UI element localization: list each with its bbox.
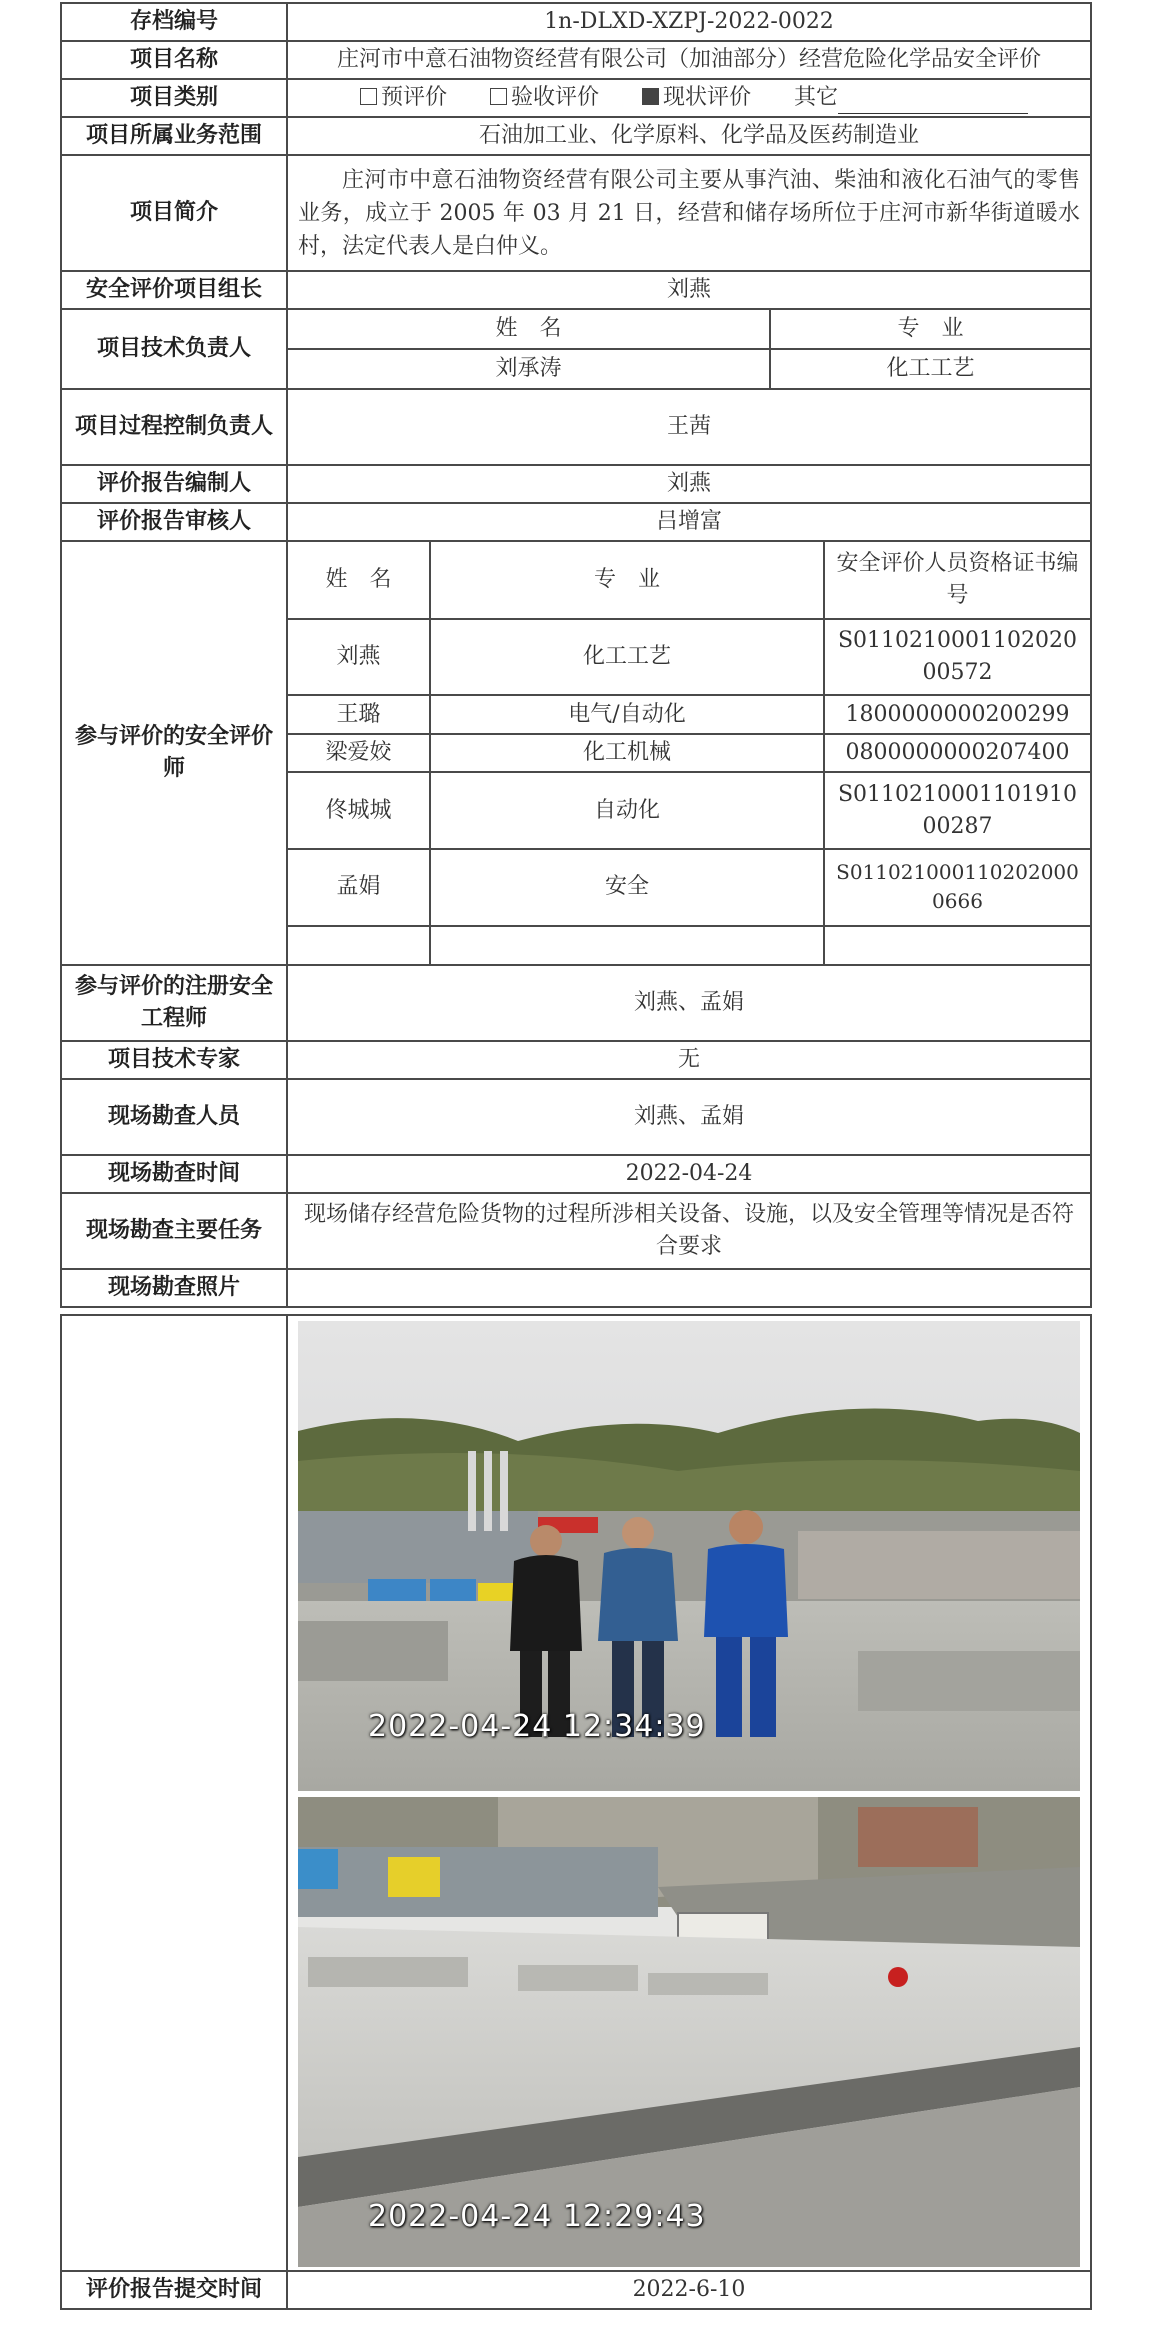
checkbox-status-evaluation[interactable] xyxy=(642,88,659,105)
project-name-label: 项目名称 xyxy=(61,41,287,79)
process-control-label: 项目过程控制负责人 xyxy=(61,389,287,465)
report-author-label: 评价报告编制人 xyxy=(61,465,287,503)
evaluator-name: 王璐 xyxy=(288,695,430,733)
tech-lead-subtable xyxy=(288,310,1090,388)
option-other: 其它 xyxy=(794,85,1028,110)
row-tech-lead xyxy=(61,309,1091,389)
evaluator-cert: S011021000110191000287 xyxy=(824,772,1090,849)
document-page xyxy=(60,2,1090,2310)
row-business-scope xyxy=(61,117,1091,155)
project-intro-label: 项目简介 xyxy=(61,155,287,271)
site-photos-cell xyxy=(287,1315,1091,2271)
option-acceptance-evaluation[interactable]: 验收评价 xyxy=(490,85,599,110)
project-type-options xyxy=(287,79,1091,117)
tech-expert-value: 无 xyxy=(287,1041,1091,1079)
row-project-name xyxy=(61,41,1091,79)
evaluator-cert: S011021000110202000572 xyxy=(824,619,1090,696)
tech-lead-name: 刘承涛 xyxy=(288,349,770,388)
checkbox-acceptance-evaluation[interactable] xyxy=(490,88,507,105)
tech-lead-subtable-cell xyxy=(287,309,1091,389)
row-site-time xyxy=(61,1155,1091,1193)
evaluators-major-header: 专 业 xyxy=(430,542,824,619)
row-tech-expert xyxy=(61,1041,1091,1079)
table-row xyxy=(288,695,1090,733)
evaluator-cert: 0800000000207400 xyxy=(824,734,1090,772)
evaluators-cert-header: 安全评价人员资格证书编号 xyxy=(824,542,1090,619)
team-leader-label: 安全评价项目组长 xyxy=(61,271,287,309)
report-author-value: 刘燕 xyxy=(287,465,1091,503)
site-time-label: 现场勘查时间 xyxy=(61,1155,287,1193)
tech-lead-label: 项目技术负责人 xyxy=(61,309,287,389)
row-report-author xyxy=(61,465,1091,503)
photo2-timestamp: 2022-04-24 12:29:43 xyxy=(368,2199,706,2234)
checkbox-pre-evaluation[interactable] xyxy=(360,88,377,105)
table-row-empty xyxy=(288,926,1090,964)
site-photo-people xyxy=(298,1321,1080,1791)
site-task-value: 现场储存经营危险货物的过程所涉相关设备、设施，以及安全管理等情况是否符合要求 xyxy=(287,1193,1091,1269)
project-name-value: 庄河市中意石油物资经营有限公司（加油部分）经营危险化学品安全评价 xyxy=(287,41,1091,79)
evaluators-label: 参与评价的安全评价师 xyxy=(61,541,287,965)
evaluators-name-header: 姓 名 xyxy=(288,542,430,619)
tech-lead-major: 化工工艺 xyxy=(770,349,1090,388)
project-intro-text: 庄河市中意石油物资经营有限公司主要从事汽油、柴油和液化石油气的零售业务，成立于 2005 年 03 月 21 日，经营和储存场所位于庄河市新华街道暖水村，法定代表人是白仲义。 xyxy=(298,167,1080,259)
evaluator-major: 电气/自动化 xyxy=(430,695,824,733)
evaluator-cert: 1800000000200299 xyxy=(824,695,1090,733)
row-archive-number xyxy=(61,3,1091,41)
row-site-staff xyxy=(61,1079,1091,1155)
submit-time-value: 2022-6-10 xyxy=(287,2271,1091,2309)
tech-expert-label: 项目技术专家 xyxy=(61,1041,287,1079)
evaluator-cert: S0110210001102020000666 xyxy=(824,849,1090,926)
row-project-intro xyxy=(61,155,1091,271)
row-registered-engineers xyxy=(61,965,1091,1041)
table-row xyxy=(288,619,1090,696)
project-intro-cell xyxy=(287,155,1091,271)
tech-lead-name-header: 姓 名 xyxy=(288,310,770,349)
row-process-control xyxy=(61,389,1091,465)
report-reviewer-value: 吕增富 xyxy=(287,503,1091,541)
site-staff-value: 刘燕、孟娟 xyxy=(287,1079,1091,1155)
option-pre-evaluation[interactable]: 预评价 xyxy=(360,85,447,110)
evaluator-major: 化工工艺 xyxy=(430,619,824,696)
report-reviewer-label: 评价报告审核人 xyxy=(61,503,287,541)
row-report-reviewer xyxy=(61,503,1091,541)
option-status-evaluation[interactable]: 现状评价 xyxy=(642,85,751,110)
evaluator-name: 梁爱姣 xyxy=(288,734,430,772)
team-leader-value: 刘燕 xyxy=(287,271,1091,309)
business-scope-label: 项目所属业务范围 xyxy=(61,117,287,155)
site-photo-yard xyxy=(298,1797,1080,2267)
evaluator-major: 化工机械 xyxy=(430,734,824,772)
row-project-type xyxy=(61,79,1091,117)
table-row xyxy=(288,849,1090,926)
archive-number-value: 1n-DLXD-XZPJ-2022-0022 xyxy=(287,3,1091,41)
evaluator-name: 刘燕 xyxy=(288,619,430,696)
site-task-label: 现场勘查主要任务 xyxy=(61,1193,287,1269)
evaluators-header-row xyxy=(288,542,1090,619)
row-site-photos-label xyxy=(61,1269,1091,1307)
evaluator-name: 佟城城 xyxy=(288,772,430,849)
evaluation-info-table xyxy=(60,2,1092,1308)
table-row xyxy=(288,734,1090,772)
row-site-photos xyxy=(61,1315,1091,2271)
process-control-value: 王茜 xyxy=(287,389,1091,465)
evaluator-name: 孟娟 xyxy=(288,849,430,926)
row-submit-time xyxy=(61,2271,1091,2309)
registered-engineers-value: 刘燕、孟娟 xyxy=(287,965,1091,1041)
site-photos-table xyxy=(60,1314,1092,2310)
site-time-value: 2022-04-24 xyxy=(287,1155,1091,1193)
registered-engineers-label: 参与评价的注册安全工程师 xyxy=(61,965,287,1041)
evaluators-subtable xyxy=(288,542,1090,964)
evaluators-subtable-cell xyxy=(287,541,1091,965)
evaluator-major: 自动化 xyxy=(430,772,824,849)
table-row xyxy=(288,772,1090,849)
project-type-label: 项目类别 xyxy=(61,79,287,117)
submit-time-label: 评价报告提交时间 xyxy=(61,2271,287,2309)
archive-number-label: 存档编号 xyxy=(61,3,287,41)
business-scope-value: 石油加工业、化学原料、化学品及医药制造业 xyxy=(287,117,1091,155)
tech-lead-major-header: 专 业 xyxy=(770,310,1090,349)
photo1-timestamp: 2022-04-24 12:34:39 xyxy=(368,1709,706,1744)
site-staff-label: 现场勘查人员 xyxy=(61,1079,287,1155)
site-photos-label: 现场勘查照片 xyxy=(61,1269,287,1307)
row-evaluators xyxy=(61,541,1091,965)
evaluator-major: 安全 xyxy=(430,849,824,926)
other-blank-line xyxy=(838,93,1028,114)
row-team-leader xyxy=(61,271,1091,309)
row-site-task xyxy=(61,1193,1091,1269)
